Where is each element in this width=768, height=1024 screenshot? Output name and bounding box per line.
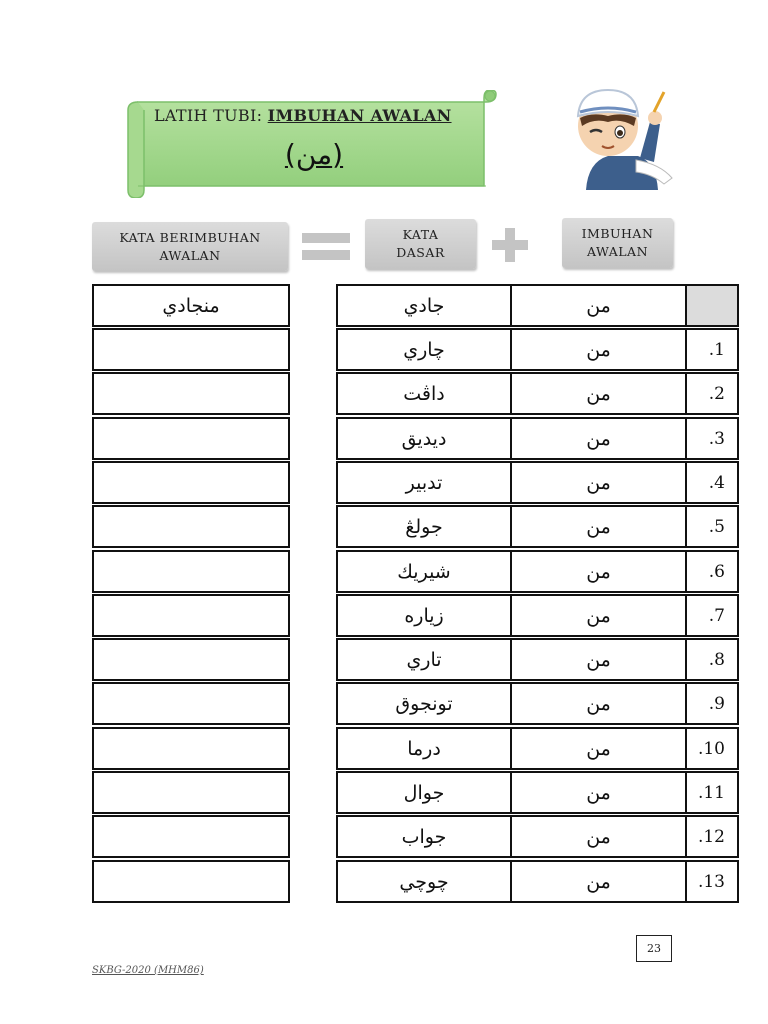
example-base-cell: جادي (336, 284, 512, 327)
base-word-cell: شيريك (336, 550, 512, 593)
base-word-cell: جوال (336, 771, 512, 814)
example-prefix-cell: من (510, 284, 687, 327)
row-number-cell: .11 (685, 771, 739, 814)
result-word-label: KATA BERIMBUHAN AWALAN (119, 229, 261, 263)
prefix-cell: من (510, 550, 687, 593)
example-number-cell (685, 284, 739, 327)
prefix-cell: من (510, 417, 687, 460)
row-number-cell: .5 (685, 505, 739, 548)
answer-cell[interactable] (92, 860, 290, 903)
banner-prefix: LATIH TUBI: (154, 106, 268, 125)
plus-icon (492, 228, 528, 262)
row-number-cell: .4 (685, 461, 739, 504)
base-word-cell: ديديق (336, 417, 512, 460)
answer-cell[interactable] (92, 727, 290, 770)
title-banner (124, 90, 498, 198)
base-word-cell: تدبير (336, 461, 512, 504)
prefix-cell: من (510, 638, 687, 681)
answer-cell[interactable] (92, 505, 290, 548)
answer-cell[interactable] (92, 328, 290, 371)
answer-cell[interactable] (92, 815, 290, 858)
row-number-cell: .1 (685, 328, 739, 371)
answer-cell[interactable] (92, 372, 290, 415)
answer-cell[interactable] (92, 638, 290, 681)
prefix-cell: من (510, 372, 687, 415)
boy-mascot-illustration (568, 82, 678, 190)
prefix-cell: من (510, 505, 687, 548)
base-word-cell: تونجوق (336, 682, 512, 725)
row-number-cell: .7 (685, 594, 739, 637)
row-number-cell: .12 (685, 815, 739, 858)
answer-cell[interactable] (92, 461, 290, 504)
prefix-header (562, 218, 673, 268)
answer-cell[interactable] (92, 682, 290, 725)
base-word-header (365, 219, 476, 269)
prefix-cell: من (510, 328, 687, 371)
answer-cell[interactable] (92, 417, 290, 460)
row-number-cell: .9 (685, 682, 739, 725)
prefix-cell: من (510, 860, 687, 903)
base-word-cell: زياره (336, 594, 512, 637)
answer-cell[interactable] (92, 550, 290, 593)
equals-icon (302, 233, 350, 261)
prefix-cell: من (510, 771, 687, 814)
banner-affix: (من) (284, 138, 344, 171)
base-word-cell: جواب (336, 815, 512, 858)
base-word-cell: چوچي (336, 860, 512, 903)
base-word-cell: تاري (336, 638, 512, 681)
footer-code: SKBG-2020 (MHM86) (92, 965, 204, 976)
banner-heading: IMBUHAN AWALAN (267, 106, 452, 125)
prefix-cell: من (510, 815, 687, 858)
answer-cell[interactable] (92, 594, 290, 637)
answer-cell[interactable] (92, 771, 290, 814)
prefix-label: IMBUHAN AWALAN (581, 226, 654, 259)
page-number: 23 (636, 935, 672, 962)
prefix-cell: من (510, 461, 687, 504)
base-word-cell: چاري (336, 328, 512, 371)
row-number-cell: .2 (685, 372, 739, 415)
row-number-cell: .10 (685, 727, 739, 770)
base-word-label: KATA DASAR (396, 227, 445, 260)
row-number-cell: .13 (685, 860, 739, 903)
prefix-cell: من (510, 727, 687, 770)
example-result-cell: منجادي (92, 284, 290, 327)
banner-title (154, 106, 474, 125)
row-number-cell: .3 (685, 417, 739, 460)
base-word-cell: جولڠ (336, 505, 512, 548)
base-word-cell: درما (336, 727, 512, 770)
row-number-cell: .6 (685, 550, 739, 593)
base-word-cell: داڤت (336, 372, 512, 415)
prefix-cell: من (510, 682, 687, 725)
result-word-header (92, 222, 288, 271)
prefix-cell: من (510, 594, 687, 637)
row-number-cell: .8 (685, 638, 739, 681)
